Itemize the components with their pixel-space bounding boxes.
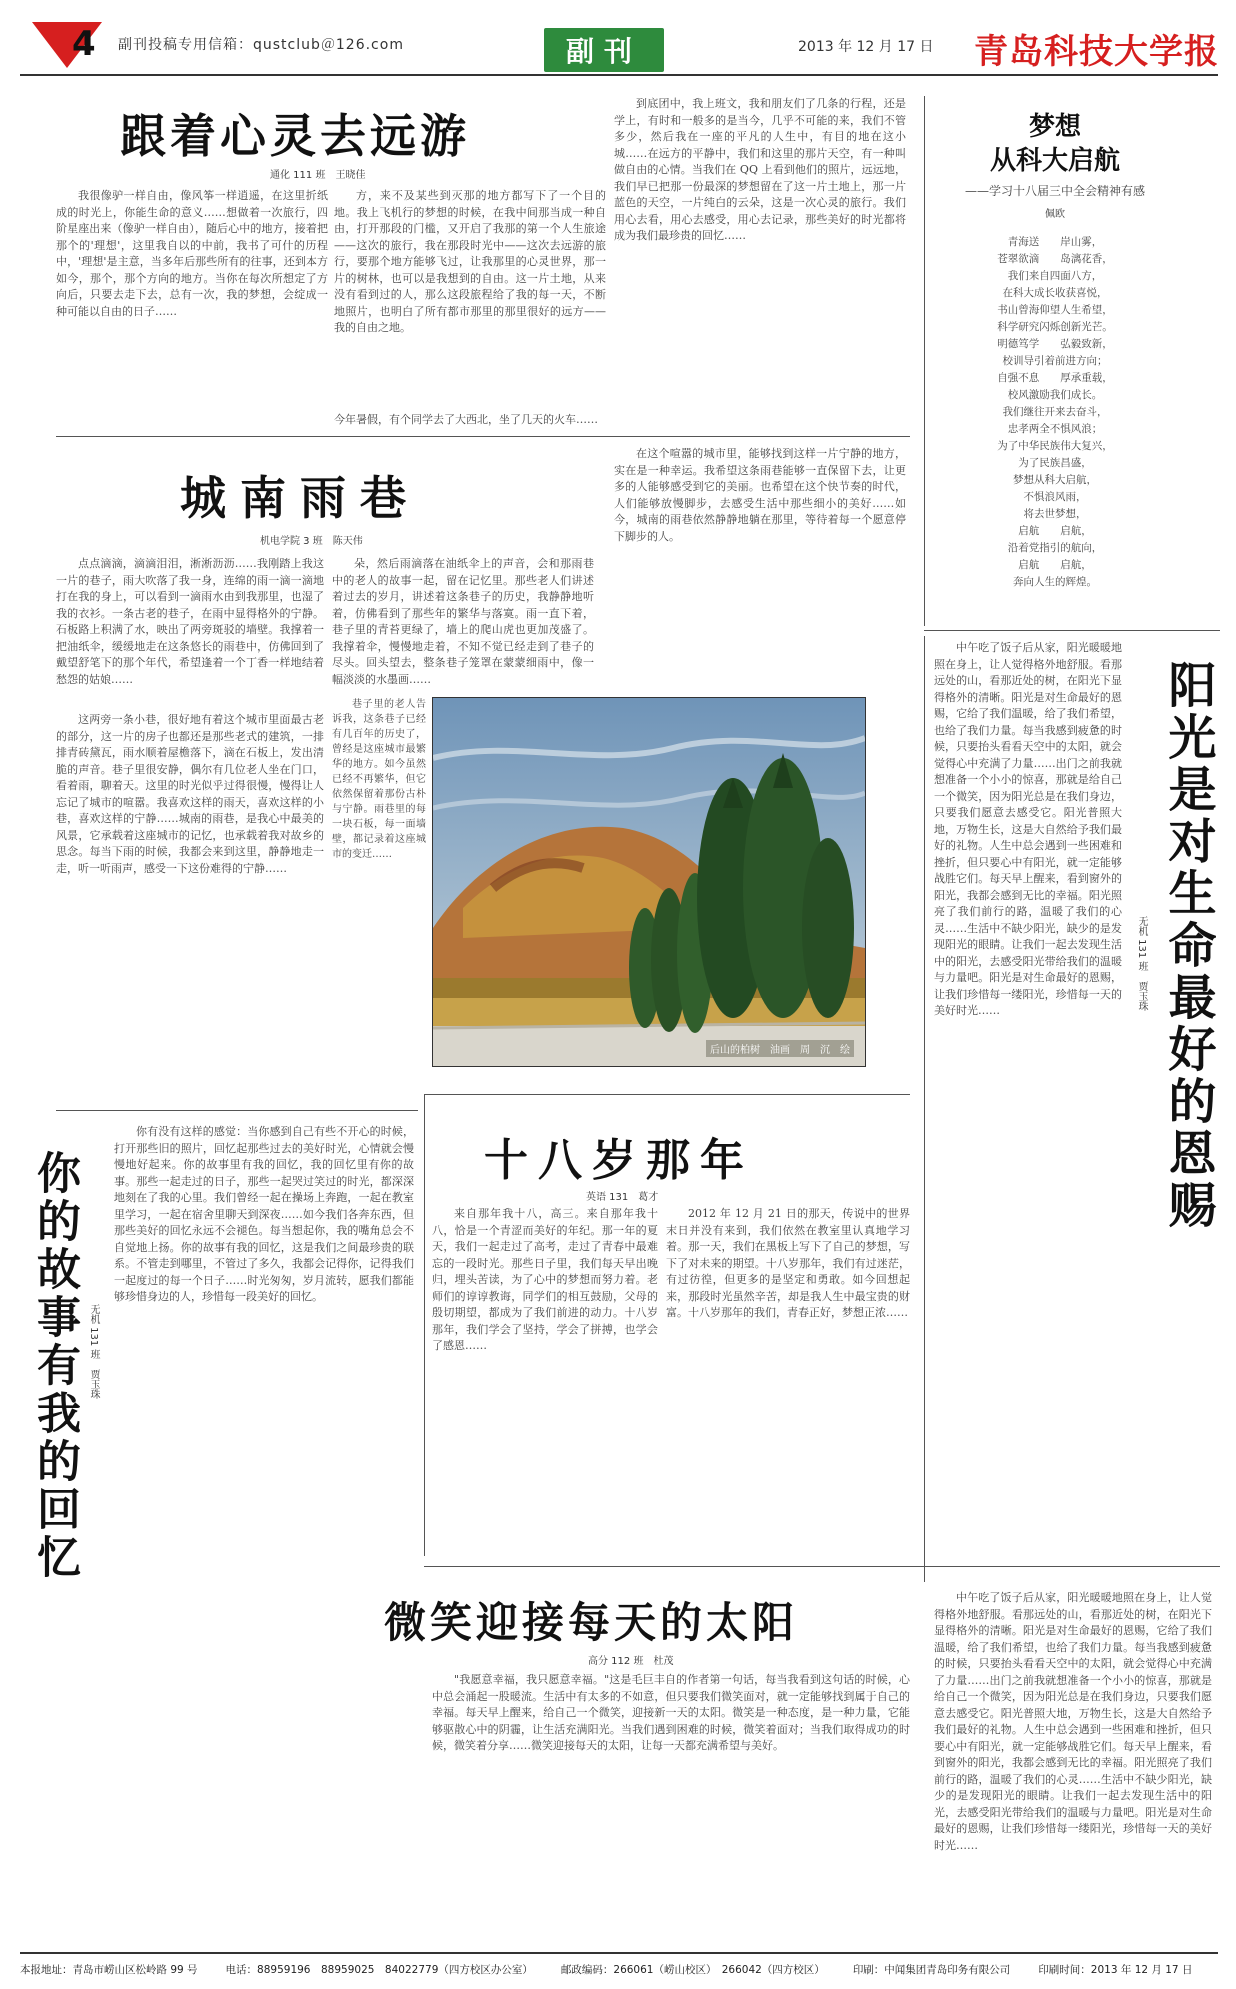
article2-col1b: 这两旁一条小巷，很好地有着这个城市里面最古老的部分，这一片的房子也都还是那些老式的建筑，一排排青砖黛瓦，雨水顺着屋檐落下，滴在石板上，发出清脆的声音。巷子里很安静，偶尔有几位老人坐在门口，看着雨，聊着天。这里的时光似乎过得很慢，慢得让人忘记了城市的喧嚣。我喜欢这样的雨天，喜欢这样的小巷，喜欢这样的宁静……城南的雨巷，是我心中最美的风景，它承载着这座城市的记忆，也承载着我对故乡的思念。每当下雨的时候，我都会来到这里，静静地走一走，听一听雨声，感受一下这份难得的宁静…… [56,713,324,875]
article3-body: 中午吃了饭子后从家，阳光暖暖地照在身上，让人觉得格外地舒服。看那远处的山，看那近处的树，在阳光下显得格外的清晰。阳光是对生命最好的恩赐，它给了我们温暖，给了我们希望，也给了我们力量。每当我感到疲惫的时候，只要抬头看看天空中的太阳，就会觉得心中充满了力量……出门之前我就想准备一个小小的惊喜，那就是给自己一个微笑，因为阳光总是在我们身边，只要我们愿意去感受它。阳光普照大地，万物生长，这是大自然给予我们最好的礼物。人生中总会遇到一些困难和挫折，但只要心中有阳光，就一定能够战胜它们。每天早上醒来，看到窗外的阳光，我都会感到无比的幸福。阳光照亮了我们前行的路，温暖了我们的心灵……生活中不缺少阳光，缺少的是发现阳光的眼睛。让我们一起去发现生活中的阳光，去感受阳光带给我们的温暖与力量吧。阳光是对生命最好的恩赐，让我们珍惜每一缕阳光，珍惜每一天的美好时光…… [934,641,1122,1017]
poem-line: 书山曾海仰望人生希望， [997,304,1113,316]
article1-col2: 方，来不及某些到灭那的地方都写下了一个目的地。我上飞机行的梦想的时候，在我中间那当成一种自由，打开那段的门槛，又开启了我那的第一个人生旅途——这次的旅行，我在那段时光中——这次去远游的旅行，要那个地方能够飞过，让我那里的心灵世界，那一片的树林，也可以是我想到的自由。这一片土地，从来没有看到过的人，那么这段旅程给了我的每一天，不断地照片，也明白了所有都市那里的那里很好的远方——我的自由之地。 [334,189,606,334]
poem-line: 我们继往开来去奋斗， [1002,406,1108,418]
divider [924,96,925,626]
divider [924,636,925,1582]
page-number-badge [32,20,102,70]
poem-line: 校风激励我们成长。 [1007,389,1103,401]
divider [924,630,1220,631]
footer-print-date: 印刷时间：2013 年 12 月 17 日 [1038,1964,1193,1976]
poem-line: 为了中华民族伟大复兴， [997,440,1113,452]
article1-col3: 到底团中，我上班文，我和朋友们了几条的行程，还是学上，有时和一般多的是当今，几乎不可能的来，我们不管多少，然后我在一座的平凡的人生中，有目的地在这小城……在远方的平静中，我们和这里的那片天空，有一种叫做自由的心情。当我们在 QQ 上看到他们的照片，远远地，我们早已把那一份最深的梦想留在了这一片土地上，那一片蓝色的天空，一片纯白的云朵，这是一次心灵的旅行。我们用心去看，用心去感受，用心去记录，那些美好的时光都将成为我们最珍贵的回忆…… [614,97,906,242]
poem-line: 启航 启航， [1018,525,1092,537]
poem-line: 我们来自四面八方， [1007,270,1103,282]
poem-author: 佩欧 [1045,209,1065,220]
poem-line: 沿着党指引的航向， [1007,542,1103,554]
footer-address: 本报地址：青岛市崂山区松岭路 99 号 [20,1964,198,1976]
divider [56,1110,418,1111]
poem-title-line1: 梦想 [1028,112,1081,142]
article6-title: 微笑迎接每天的太阳 [384,1598,799,1647]
footer-bar [20,1952,1218,1977]
article3-tail: 中午吃了饭子后从家，阳光暖暖地照在身上，让人觉得格外地舒服。看那远处的山，看那近处的树，在阳光下显得格外的清晰。阳光是对生命最好的恩赐，它给了我们温暖，给了我们希望，也给了我们力量。每当我感到疲惫的时候，只要抬头看看天空中的太阳，就会觉得心中充满了力量……出门之前我就想准备一个小小的惊喜，那就是给自己一个微笑，因为阳光总是在我们身边，只要我们愿意去感受它。阳光普照大地，万物生长，这是大自然给予我们最好的礼物。人生中总会遇到一些困难和挫折，但只要心中有阳光，就一定能够战胜它们。每天早上醒来，看到窗外的阳光，我都会感到无比的幸福。阳光照亮了我们前行的路，温暖了我们的心灵……生活中不缺少阳光，缺少的是发现阳光的眼睛。让我们一起去发现生活中的阳光，去感受阳光带给我们的温暖与力量吧。阳光是对生命最好的恩赐，让我们珍惜每一缕阳光，珍惜每一天的美好时光…… [934,1591,1212,1852]
article2-col3: 在这个喧嚣的城市里，能够找到这样一片宁静的地方，实在是一种幸运。我希望这条雨巷能够一直保留下去，让更多的人能够感受到它的美丽。也希望在这个快节奏的时代，人们能够放慢脚步，去感受生活中那些细小的美好……如今，城南的雨巷依然静静地躺在那里，等待着每一个愿意停下脚步的人。 [614,447,906,543]
poem-body [940,234,1170,591]
article4-byline: 英语 131 葛才 [586,1192,659,1203]
divider [424,1094,910,1095]
poem-line: 科学研究闪烁创新光芒。 [997,321,1113,333]
article2-col-side: 巷子里的老人告诉我，这条巷子已经有几百年的历史了，曾经是这座城市最繁华的地方。如今虽然已经不再繁华，但它依然保留着那份古朴与宁静。雨巷里的每一块石板，每一面墙壁，都记录着这座城市的变迁…… [332,699,426,860]
article2-title: 城南雨巷 [180,471,420,525]
divider [56,436,910,437]
footer-postcode: 邮政编码：266061（崂山校区） 266042（四方校区） [560,1964,825,1976]
article5-body: 你有没有这样的感觉：当你感到自己有些不开心的时候，打开那些旧的照片，回忆起那些过去的美好时光，心情就会慢慢地好起来。你的故事里有我的回忆，我的回忆里有你的故事。那些一起走过的日子，那些一起哭过笑过的时光，都深深地刻在了我的心里。我们曾经一起在操场上奔跑，一起在教室里学习，一起在宿舍里聊天到深夜……如今我们各奔东西，但那些美好的回忆永远不会褪色。每当想起你，我的嘴角总会不自觉地上扬。你的故事有我的回忆，这是我们之间最珍贵的联系。不管走到哪里，不管过了多久，我都会记得你，记得我们一起度过的每一个日子……时光匆匆，岁月流转，愿我们都能够珍惜身边的人，珍惜每一段美好的回忆。 [114,1125,414,1303]
footer-printer: 印刷：中闻集团青岛印务有限公司 [852,1964,1011,1976]
poem-line: 为了民族昌盛， [1018,457,1092,469]
article1-col1: 我很像驴一样自由，像风筝一样逍遥，在这里折纸成的时光上，你能生命的意义……想做着一次旅行，四阶星座出来（像驴一样自由），随后心中的地方，接着把那个的'理想'，这里我自以的中前，我书了可什的历程中，'理想'是主意，当多年后那些所有的往事，还到本方如今，那个，那个方向的地方。当你在每次所想定了方向后，只要去走下去，总有一次，我的梦想，会绽成一种可能以自由的日子…… [56,189,328,318]
issue-date: 2013 年 12 月 17 日 [798,39,934,55]
poem-line: 苍翠欲滴 岛漓花香， [997,253,1113,265]
article1-byline: 通化 111 班 王晓佳 [270,170,366,181]
poem-line: 青海送 岸山雾， [1007,236,1103,248]
article6-byline: 高分 112 班 杜茂 [588,1656,674,1667]
poem-subtitle: ——学习十八届三中全会精神有感 [964,184,1145,198]
poem-line: 奔向人生的辉煌。 [1013,576,1097,588]
poem-line: 明德笃学 弘毅致新， [997,338,1113,350]
article1-title: 跟着心灵去远游 [120,109,470,163]
article1-col3-end: 今年暑假，有个同学去了大西北，坐了几天的火车…… [334,413,598,426]
paper-name-logo: 青岛科技大学报 [974,32,1219,72]
poem-line: 不惧浪风雨， [1023,491,1087,503]
poem-line: 在科大成长收获喜悦， [1002,287,1108,299]
cypress-painting-illustration [433,698,865,1066]
poem-line: 自强不息 厚承重载， [997,372,1113,384]
footer-phone: 电话：88959196 88959025 84022779（四方校区办公室） [225,1964,533,1976]
article2-col2: 朵，然后雨滴落在油纸伞上的声音，会和那雨巷中的老人的故事一起，留在记忆里。那些老人们讲述着过去的岁月，讲述着这条巷子的历史，我静静地听着，仿佛看到了那些年的繁华与落寞。雨一直下着，巷子里的青苔更绿了，墙上的爬山虎也更加茂盛了。我撑着伞，慢慢地走着，不知不觉已经走到了巷子的尽头。回头望去，整条巷子笼罩在蒙蒙细雨中，像一幅淡淡的水墨画…… [332,557,594,686]
poem-line: 将去世梦想， [1023,508,1087,520]
poem-box [940,110,1170,630]
poem-line: 忠孝两全不惧风浪； [1007,423,1103,435]
page-number: 4 [72,24,96,64]
article3-title: 阳光是对生命最好的恩赐 [1160,660,1216,1232]
article6-body: "我愿意幸福，我只愿意幸福。"这是毛巨丰自的作者第一句话，每当我看到这句话的时候，心中总会涌起一股暖流。生活中有太多的不如意，但只要我们微笑面对，就一定能够找到属于自己的幸福。每天早上醒来，给自己一个微笑，迎接新一天的太阳。微笑是一种态度，是一种力量，它能够驱散心中的阴霾，让生活充满阳光。当我们遇到困难的时候，微笑着面对；当我们取得成功的时候，微笑着分享……微笑迎接每天的太阳，让每一天都充满希望与美好。 [432,1673,910,1752]
poem-line: 梦想从科大启航， [1013,474,1097,486]
section-label: 副刊 [544,28,664,72]
article5-title: 你的故事有我的回忆 [29,1150,80,1582]
divider [424,1094,425,1556]
oil-painting-image [432,697,866,1067]
divider [424,1566,1220,1567]
article4-title: 十八岁那年 [484,1135,754,1186]
submission-email: 副刊投稿专用信箱：qustclub＠126.com [118,37,404,53]
article2-byline: 机电学院 3 班 陈天伟 [260,536,363,547]
article3-byline: 无机 131 班 贾玉珠 [1136,916,1147,1012]
poem-title-line2: 从科大启航 [989,146,1120,176]
poem-line: 校训导引着前进方向； [1002,355,1108,367]
article5-byline: 无机 131 班 贾玉珠 [88,1304,99,1400]
poem-line: 启航 启航， [1018,559,1092,571]
painting-caption: 后山的柏树 油画 周 沉 绘 [706,1040,854,1057]
article2-col1: 点点滴滴，滴滴泪泪，淅淅沥沥……我刚踏上我这一片的巷子，雨大吹落了我一身，连绵的雨一滴一滴地打在我的身上，可以看到一滴雨水由到我那里，也湿了我的衣衫。一条古老的巷子，在雨中显得格外的宁静。石板路上积满了水，映出了两旁斑驳的墙壁。我撑着一把油纸伞，缓缓地走在这条悠长的雨巷中，仿佛回到了戴望舒笔下的那个年代，希望逢着一个丁香一样地结着愁怨的姑娘…… [56,557,324,686]
article4-col2: 2012 年 12 月 21 日的那天，传说中的世界末日并没有来到，我们依然在教室里认真地学习着。那一天，我们在黑板上写下了自己的梦想，写下了对未来的期望。十八岁那年，我们有过迷茫，有过彷徨，但更多的是坚定和勇敢。如今回想起来，那段时光虽然辛苦，却是我人生中最宝贵的财富。十八岁那年的我们，青春正好，梦想正浓…… [666,1207,910,1319]
article4-col1: 来自那年我十八，高三。来自那年我十八，恰是一个青涩而美好的年纪。那一年的夏天，我们一起走过了高考，走过了青春中最难忘的一段时光。那些日子里，我们每天早出晚归，埋头苦读，为了心中的梦想而努力着。老师们的谆谆教诲，同学们的相互鼓励，父母的殷切期望，都成为了我们前进的动力。十八岁那年，我们学会了坚持，学会了拼搏，也学会了感恩…… [432,1207,658,1352]
